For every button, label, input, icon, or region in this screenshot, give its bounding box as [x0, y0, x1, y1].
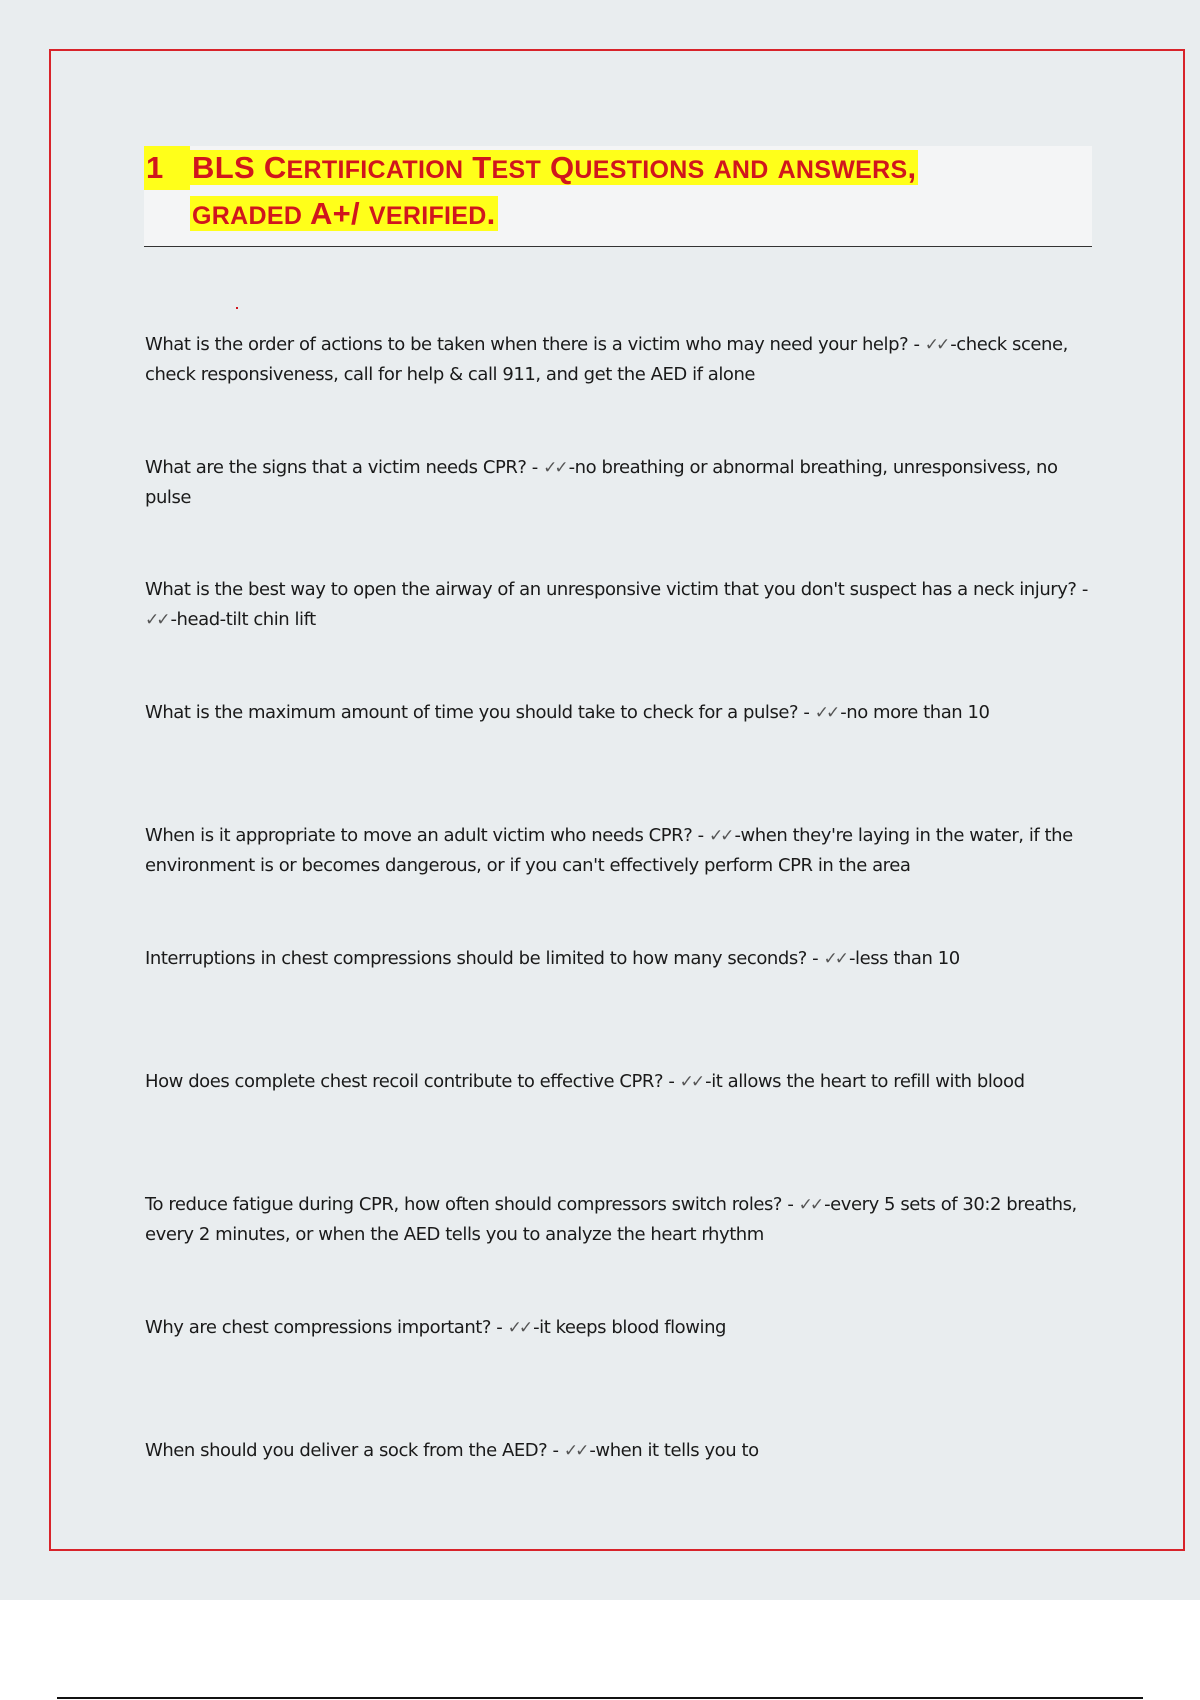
double-check-icon: ✓✓ — [507, 1318, 531, 1338]
question-text: How does complete chest recoil contribute to effective CPR? — [145, 1071, 664, 1092]
double-check-icon: ✓✓ — [708, 826, 732, 846]
question-text: When is it appropriate to move an adult victim who needs CPR? — [145, 825, 693, 846]
title-line-1-text: BLS CERTIFICATION TEST QUESTIONS AND ANSWERS, — [192, 150, 917, 185]
title-block — [144, 146, 1092, 247]
page-title — [190, 146, 918, 238]
double-check-icon: ✓✓ — [145, 610, 168, 630]
stray-dot — [236, 307, 238, 309]
answer-text: -every 5 sets of 30:2 breaths, every 2 minutes, or when the AED tells you to analyze the heart rhythm — [145, 1194, 1077, 1245]
footer-rule — [57, 1697, 1143, 1699]
answer-text: -less than 10 — [848, 948, 960, 969]
question-text: What is the order of actions to be taken when there is a victim who may need your help? — [145, 334, 909, 355]
qa-item: Interruptions in chest compressions should be limited to how many seconds? - ✓✓ -less than 10 — [145, 948, 960, 969]
qa-item: When should you deliver a sock from the AED? - ✓✓ -when it tells you to — [145, 1440, 759, 1461]
answer-text: -head-tilt chin lift — [170, 609, 316, 630]
question-text: What are the signs that a victim needs CPR? — [145, 457, 527, 478]
qa-item: What is the maximum amount of time you should take to check for a pulse? - ✓✓ -no more than 10 — [145, 702, 990, 723]
question-text: Why are chest compressions important? — [145, 1317, 492, 1338]
answer-text: -it keeps blood flowing — [533, 1317, 726, 1338]
double-check-icon: ✓✓ — [814, 703, 838, 723]
qa-item: When is it appropriate to move an adult victim who needs CPR? - ✓✓ -when they're laying in the water, if the environment is or becomes dangerous, or if you can't effectively perform CPR in the area — [145, 825, 1073, 876]
title-line-2-text: GRADED A+/ VERIFIED. — [192, 196, 496, 231]
qa-item: What are the signs that a victim needs CPR? - ✓✓ -no breathing or abnormal breathing, unresponsivess, no pulse — [145, 457, 1058, 508]
double-check-icon: ✓✓ — [679, 1072, 703, 1092]
qa-item: To reduce fatigue during CPR, how often should compressors switch roles? - ✓✓ -every 5 sets of 30:2 breaths, every 2 minutes, or when the AED tells you to analyze the heart rhythm — [145, 1194, 1077, 1245]
double-check-icon: ✓✓ — [823, 949, 846, 969]
double-check-icon: ✓✓ — [543, 458, 566, 478]
question-text: To reduce fatigue during CPR, how often should compressors switch roles? — [145, 1194, 783, 1215]
question-text: What is the maximum amount of time you should take to check for a pulse? — [145, 702, 799, 723]
answer-text: -check scene, check responsiveness, call for help & call 911, and get the AED if alone — [145, 334, 1068, 385]
answer-text: -no more than 10 — [840, 702, 990, 723]
qa-item: What is the order of actions to be taken when there is a victim who may need your help? - ✓✓ -check scene, check responsiveness, call for help & call 911, and get the AED if alone — [145, 334, 1068, 385]
answer-text: -when it tells you to — [589, 1440, 759, 1461]
heading-number: 1 — [144, 146, 190, 190]
double-check-icon: ✓✓ — [563, 1441, 587, 1461]
title-line-2 — [190, 196, 498, 231]
qa-item: Why are chest compressions important? - ✓✓ -it keeps blood flowing — [145, 1317, 726, 1338]
qa-list — [145, 330, 1090, 1559]
answer-text: -it allows the heart to refill with blood — [705, 1071, 1025, 1092]
question-text: When should you deliver a sock from the AED? — [145, 1440, 548, 1461]
title-line-1 — [190, 150, 918, 185]
qa-item: How does complete chest recoil contribute to effective CPR? - ✓✓ -it allows the heart to refill with blood — [145, 1071, 1025, 1092]
answer-text: -when they're laying in the water, if the environment is or becomes dangerous, or if you can't effectively perform CPR in the area — [145, 825, 1073, 876]
qa-item: What is the best way to open the airway of an unresponsive victim that you don't suspect has a neck injury? - ✓✓ -head-tilt chin lift — [145, 579, 1088, 630]
question-text: Interruptions in chest compressions should be limited to how many seconds? — [145, 948, 807, 969]
answer-text: -no breathing or abnormal breathing, unresponsivess, no pulse — [145, 457, 1058, 508]
double-check-icon: ✓✓ — [924, 335, 948, 355]
question-text: What is the best way to open the airway of an unresponsive victim that you don't suspect has a neck injury? — [145, 579, 1077, 600]
double-check-icon: ✓✓ — [798, 1195, 822, 1215]
